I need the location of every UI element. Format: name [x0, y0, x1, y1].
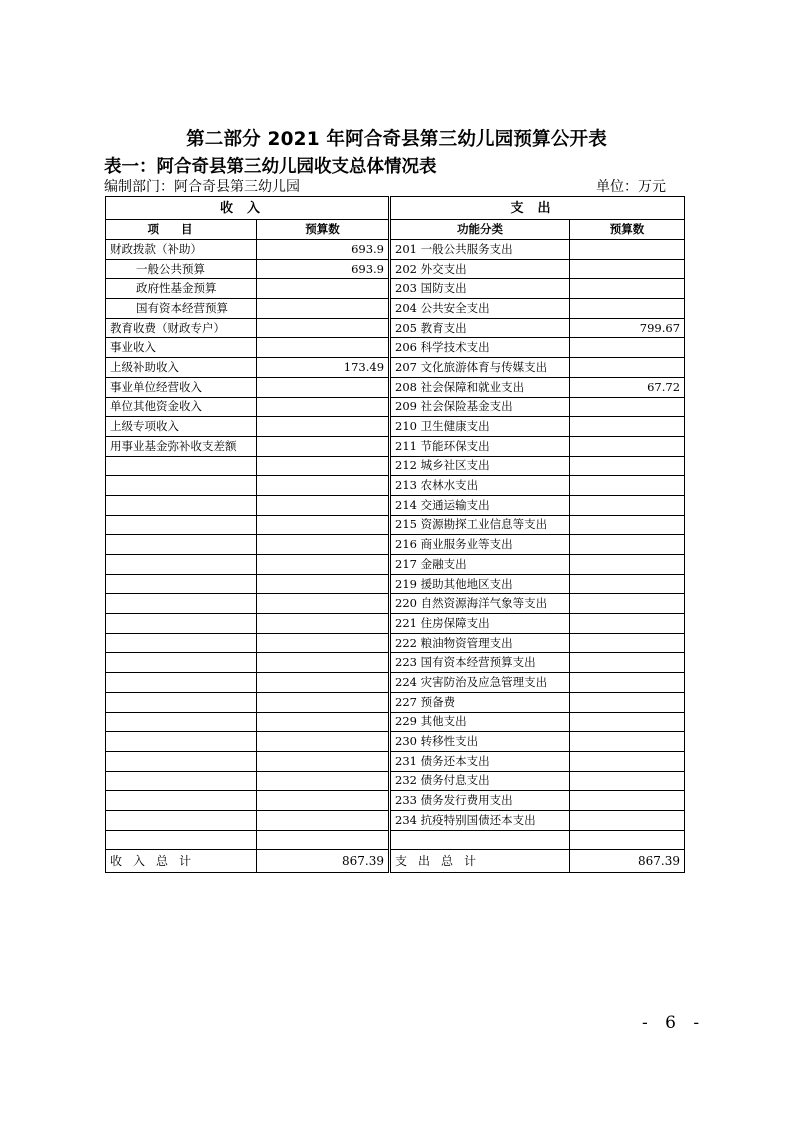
expense-value-cell [570, 830, 685, 850]
table-row [106, 830, 685, 850]
income-value-cell [257, 417, 390, 437]
expense-total-value: 867.39 [570, 850, 685, 873]
table-row [106, 456, 685, 476]
table-row [106, 751, 685, 771]
page-title: 第二部分 2021 年阿合奇县第三幼儿园预算公开表 [186, 129, 607, 150]
income-item-cell [106, 633, 257, 653]
income-value-cell [257, 377, 390, 397]
income-item-cell: 教育收费（财政专户） [106, 318, 257, 338]
expense-value-cell [570, 633, 685, 653]
income-item-cell: 事业收入 [106, 338, 257, 358]
col-expense-budget-header: 预算数 [570, 220, 685, 240]
expense-value-cell [570, 751, 685, 771]
expense-value-cell [570, 574, 685, 594]
department-label: 编制部门：阿合奇县第三幼儿园 [104, 179, 300, 195]
expense-value-cell [570, 299, 685, 319]
expense-item-cell: 232 债务付息支出 [390, 771, 570, 791]
table-row [106, 299, 685, 319]
income-value-cell [257, 279, 390, 299]
income-value-cell [257, 318, 390, 338]
expense-item-cell: 217 金融支出 [390, 555, 570, 575]
expense-item-cell: 208 社会保障和就业支出 [390, 377, 570, 397]
expense-item-cell: 224 灾害防治及应急管理支出 [390, 673, 570, 693]
income-item-cell [106, 574, 257, 594]
income-value-cell [257, 299, 390, 319]
expense-item-cell: 210 卫生健康支出 [390, 417, 570, 437]
expense-value-cell [570, 436, 685, 456]
table-row [106, 574, 685, 594]
expense-item-cell: 231 债务还本支出 [390, 751, 570, 771]
expense-value-cell [570, 535, 685, 555]
expense-value-cell [570, 397, 685, 417]
expense-item-cell: 223 国有资本经营预算支出 [390, 653, 570, 673]
table-row [106, 338, 685, 358]
expense-value-cell [570, 456, 685, 476]
income-value-cell [257, 397, 390, 417]
income-item-cell [106, 535, 257, 555]
expense-total-label: 支出总计 [390, 850, 570, 873]
income-value-cell [257, 791, 390, 811]
unit-label: 单位：万元 [596, 179, 666, 195]
income-item-cell [106, 555, 257, 575]
col-item-header: 项目 [106, 220, 257, 240]
income-item-cell: 上级专项收入 [106, 417, 257, 437]
table-row [106, 515, 685, 535]
table-row [106, 240, 685, 260]
expense-value-cell [570, 240, 685, 260]
expense-value-cell [570, 692, 685, 712]
expense-item-cell: 229 其他支出 [390, 712, 570, 732]
income-value-cell [257, 653, 390, 673]
expense-item-cell: 219 援助其他地区支出 [390, 574, 570, 594]
table-row [106, 712, 685, 732]
table-meta [104, 176, 684, 196]
income-total-label: 收入总计 [106, 850, 257, 873]
table-row [106, 653, 685, 673]
income-item-cell [106, 810, 257, 830]
table-row [106, 535, 685, 555]
income-value-cell [257, 594, 390, 614]
expense-item-cell: 209 社会保险基金支出 [390, 397, 570, 417]
income-item-cell [106, 515, 257, 535]
income-item-cell: 事业单位经营收入 [106, 377, 257, 397]
expense-item-cell: 234 抗疫特别国债还本支出 [390, 810, 570, 830]
budget-table-body [106, 197, 685, 873]
expense-item-cell: 227 预备费 [390, 692, 570, 712]
expense-item-cell: 213 农林水支出 [390, 476, 570, 496]
table-row [106, 397, 685, 417]
table-title: 表一：阿合奇县第三幼儿园收支总体情况表 [104, 157, 437, 177]
budget-table [105, 196, 685, 873]
income-value-cell [257, 338, 390, 358]
income-value-cell: 693.9 [257, 259, 390, 279]
table-row [106, 614, 685, 634]
income-value-cell: 173.49 [257, 358, 390, 378]
income-value-cell [257, 810, 390, 830]
income-value-cell [257, 456, 390, 476]
expense-value-cell [570, 771, 685, 791]
income-item-cell [106, 476, 257, 496]
expense-item-cell: 230 转移性支出 [390, 732, 570, 752]
expense-item-cell: 207 文化旅游体育与传媒支出 [390, 358, 570, 378]
expense-item-cell: 204 公共安全支出 [390, 299, 570, 319]
expense-item-cell: 205 教育支出 [390, 318, 570, 338]
expense-value-cell [570, 417, 685, 437]
income-value-cell [257, 751, 390, 771]
table-row [106, 791, 685, 811]
expense-item-cell: 221 住房保障支出 [390, 614, 570, 634]
income-value-cell: 693.9 [257, 240, 390, 260]
income-value-cell [257, 436, 390, 456]
col-income-budget-header: 预算数 [257, 220, 390, 240]
table-row [106, 476, 685, 496]
table-row [106, 279, 685, 299]
table-row [106, 633, 685, 653]
table-row [106, 318, 685, 338]
expense-item-cell: 202 外交支出 [390, 259, 570, 279]
income-item-cell [106, 830, 257, 850]
income-value-cell [257, 535, 390, 555]
income-item-cell [106, 771, 257, 791]
income-value-cell [257, 692, 390, 712]
table-row [106, 259, 685, 279]
expense-item-cell: 201 一般公共服务支出 [390, 240, 570, 260]
income-value-cell [257, 515, 390, 535]
expense-item-cell: 211 节能环保支出 [390, 436, 570, 456]
section-header-row [106, 197, 685, 220]
expense-value-cell: 67.72 [570, 377, 685, 397]
income-value-cell [257, 495, 390, 515]
income-item-cell [106, 751, 257, 771]
section-income: 收入 [106, 197, 390, 220]
table-row [106, 495, 685, 515]
section-expense: 支出 [390, 197, 685, 220]
table-row [106, 358, 685, 378]
income-item-cell [106, 614, 257, 634]
expense-value-cell [570, 495, 685, 515]
table-row [106, 810, 685, 830]
table-row [106, 436, 685, 456]
expense-value-cell [570, 476, 685, 496]
expense-value-cell: 799.67 [570, 318, 685, 338]
income-item-cell: 单位其他资金收入 [106, 397, 257, 417]
expense-item-cell: 233 债务发行费用支出 [390, 791, 570, 811]
expense-value-cell [570, 791, 685, 811]
table-row [106, 771, 685, 791]
income-item-cell [106, 653, 257, 673]
income-item-cell [106, 791, 257, 811]
expense-value-cell [570, 515, 685, 535]
income-item-cell [106, 495, 257, 515]
table-row [106, 555, 685, 575]
table-row [106, 732, 685, 752]
income-item-cell [106, 732, 257, 752]
income-item-cell [106, 456, 257, 476]
total-row [106, 850, 685, 873]
expense-item-cell: 203 国防支出 [390, 279, 570, 299]
expense-value-cell [570, 614, 685, 634]
income-item-cell [106, 712, 257, 732]
income-item-cell: 上级补助收入 [106, 358, 257, 378]
col-function-header: 功能分类 [390, 220, 570, 240]
income-value-cell [257, 574, 390, 594]
expense-item-cell [390, 830, 570, 850]
income-value-cell [257, 771, 390, 791]
expense-value-cell [570, 279, 685, 299]
expense-item-cell: 214 交通运输支出 [390, 495, 570, 515]
income-item-cell: 一般公共预算 [106, 259, 257, 279]
income-value-cell [257, 830, 390, 850]
income-value-cell [257, 555, 390, 575]
income-item-cell [106, 594, 257, 614]
table-row [106, 692, 685, 712]
table-row [106, 673, 685, 693]
table-row [106, 377, 685, 397]
expense-value-cell [570, 712, 685, 732]
expense-value-cell [570, 653, 685, 673]
income-item-cell: 财政拨款（补助） [106, 240, 257, 260]
income-value-cell [257, 673, 390, 693]
expense-item-cell: 212 城乡社区支出 [390, 456, 570, 476]
income-value-cell [257, 633, 390, 653]
expense-value-cell [570, 673, 685, 693]
expense-value-cell [570, 555, 685, 575]
expense-value-cell [570, 810, 685, 830]
expense-item-cell: 222 粮油物资管理支出 [390, 633, 570, 653]
expense-value-cell [570, 732, 685, 752]
income-item-cell: 政府性基金预算 [106, 279, 257, 299]
income-item-cell: 国有资本经营预算 [106, 299, 257, 319]
expense-value-cell [570, 259, 685, 279]
income-value-cell [257, 732, 390, 752]
table-row [106, 594, 685, 614]
expense-item-cell: 206 科学技术支出 [390, 338, 570, 358]
table-row [106, 417, 685, 437]
expense-value-cell [570, 338, 685, 358]
expense-item-cell: 220 自然资源海洋气象等支出 [390, 594, 570, 614]
income-item-cell [106, 692, 257, 712]
income-item-cell: 用事业基金弥补收支差额 [106, 436, 257, 456]
income-item-cell [106, 673, 257, 693]
column-header-row [106, 220, 685, 240]
expense-item-cell: 216 商业服务业等支出 [390, 535, 570, 555]
expense-value-cell [570, 358, 685, 378]
income-value-cell [257, 614, 390, 634]
expense-item-cell: 215 资源勘探工业信息等支出 [390, 515, 570, 535]
expense-value-cell [570, 594, 685, 614]
income-total-value: 867.39 [257, 850, 390, 873]
page-number: - 6 - [642, 1013, 706, 1033]
income-value-cell [257, 476, 390, 496]
income-value-cell [257, 712, 390, 732]
